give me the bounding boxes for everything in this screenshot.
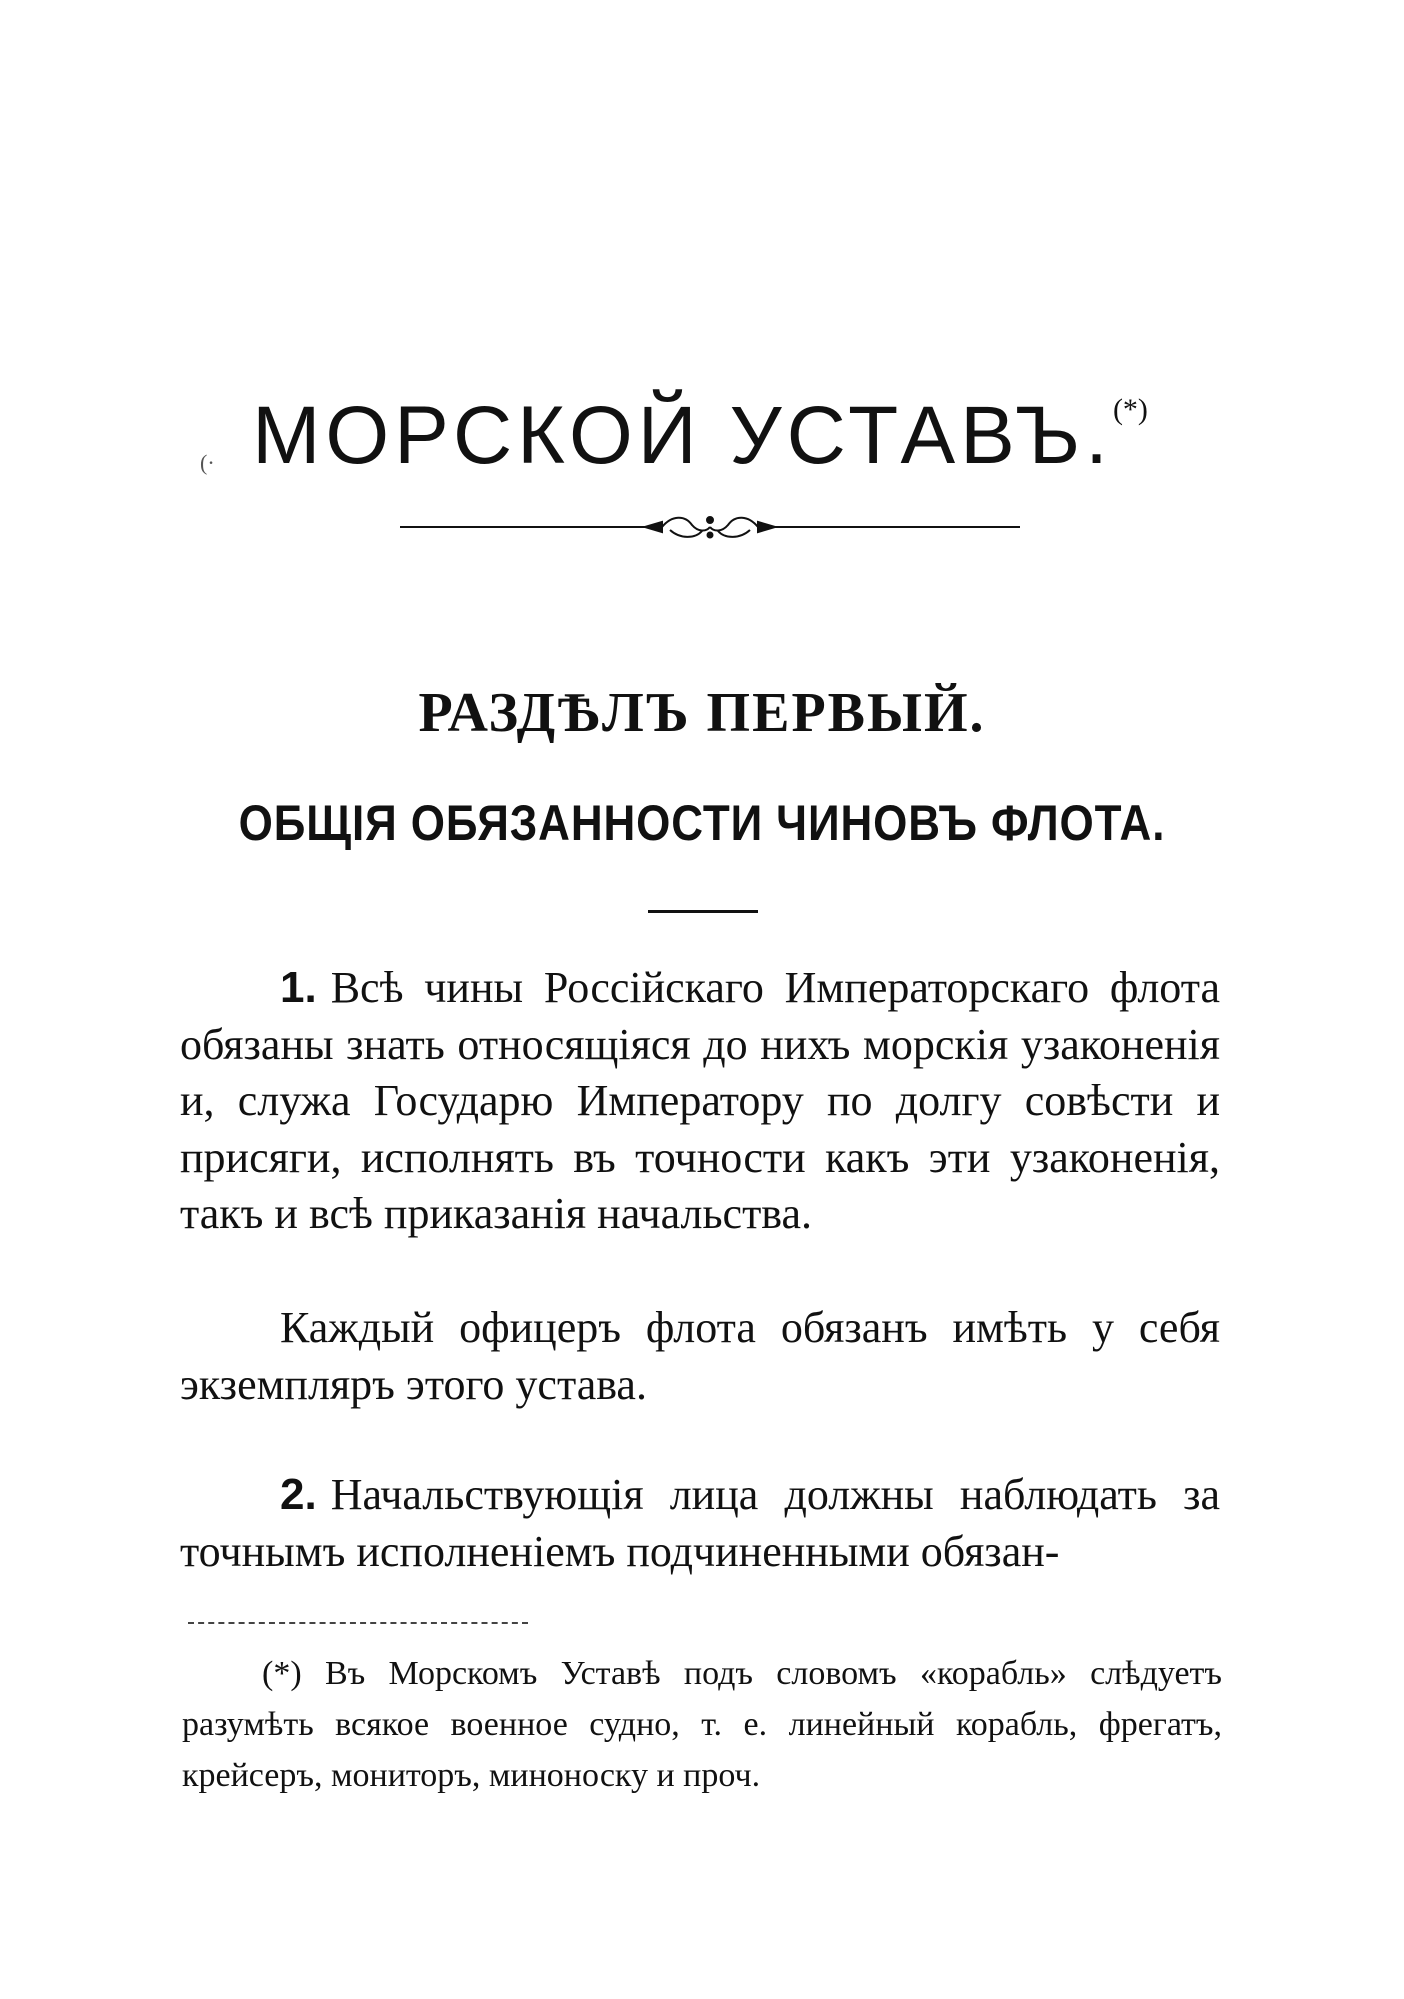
article-number: 2. <box>280 1470 317 1519</box>
article-1-continuation: Каждый офицеръ флота обязанъ имѣть у себя экземпляръ этого устава. <box>180 1303 1220 1409</box>
page-title <box>200 390 1200 481</box>
footnote-separator <box>188 1622 528 1624</box>
section-title: РАЗДѢЛЪ ПЕРВЫЙ. <box>418 682 986 744</box>
title-text: МОРСКОЙ УСТАВЪ. <box>252 390 1113 481</box>
section-divider <box>648 910 758 913</box>
article-number: 1. <box>280 963 317 1012</box>
article-1 <box>180 960 1220 1243</box>
stray-print-mark: (· <box>200 450 215 475</box>
article-text: Всѣ чины Россійскаго Императорскаго флота обязаны знать относящіяся до нихъ морскія узаконенія и, служа Государю Императору по долгу совѣсти и присяги, исполнять въ точности какъ эти узаконенія, такъ и всѣ приказанія начальства. <box>180 963 1220 1238</box>
article-2 <box>180 1467 1220 1580</box>
section-subtitle: ОБЩІЯ ОБЯЗАННОСТИ ЧИНОВЪ ФЛОТА. <box>238 795 1166 851</box>
ornament-divider-icon <box>400 512 1020 542</box>
title-footnote-marker: (*) <box>1112 393 1148 426</box>
footnote: (*) Въ Морскомъ Уставѣ подъ словомъ «корабль» слѣдуетъ разумѣть всякое военное судно, т. е. линейный корабль, фрегатъ, крейсеръ, мониторъ, миноноску и проч. <box>182 1655 1222 1794</box>
article-text: Начальствующія лица должны наблюдать за точнымъ исполненіемъ подчиненными обязан- <box>180 1470 1220 1576</box>
